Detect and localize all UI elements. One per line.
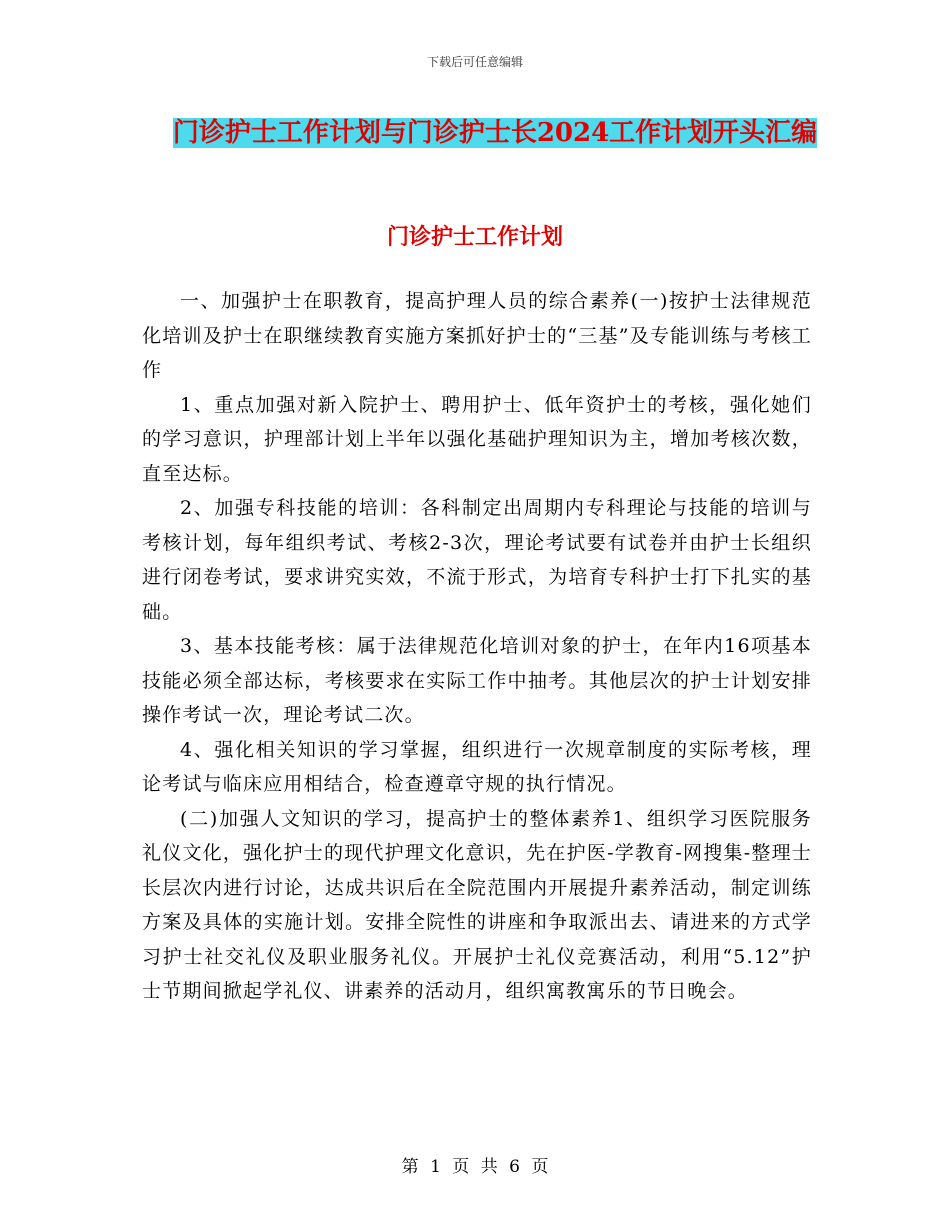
paragraph: 3、基本技能考核：属于法律规范化培训对象的护士，在年内16项基本技能必须全部达标，考核要求在实际工作中抽考。其他层次的护士计划安排操作考试一次，理论考试二次。: [142, 635, 812, 726]
paragraph: (二)加强人文知识的学习，提高护士的整体素养1、组织学习医院服务礼仪文化，强化护士的现代护理文化意识，先在护医-学教育-网搜集-整理士长层次内进行讨论，达成共识后在全院范围内开展提升素养活动，制定训练方案及具体的实施计划。安排全院性的讲座和争取派出去、请进来的方式学习护士社交礼仪及职业服务礼仪。开展护士礼仪竞赛活动，利用“5.12”护士节期间掀起学礼仪、讲素养的活动月，组织寓教寓乐的节日晚会。: [142, 807, 812, 1002]
section-title: 门诊护士工作计划: [386, 224, 563, 250]
page-footer: 第 1 页 共 6 页: [401, 1157, 549, 1177]
document-title: [170, 110, 820, 156]
paragraph: 4、强化相关知识的学习掌握，组织进行一次规章制度的实际考核，理论考试与临床应用相结合，检查遵章守规的执行情况。: [142, 738, 812, 795]
document-title-text: 门诊护士工作计划与门诊护士长2024工作计划开头汇编: [172, 118, 818, 148]
header-note: 下载后可任意编辑: [426, 55, 523, 69]
paragraph: 2、加强专科技能的培训：各科制定出周期内专科理论与技能的培训与考核计划，每年组织考试、考核2-3次，理论考试要有试卷并由护士长组织进行闭卷考试，要求讲究实效，不流于形式，为培育专科护士打下扎实的基础。: [142, 497, 812, 623]
document-body: [142, 284, 812, 1009]
paragraph: 1、重点加强对新入院护士、聘用护士、低年资护士的考核，强化她们的学习意识，护理部计划上半年以强化基础护理知识为主，增加考核次数，直至达标。: [142, 393, 812, 485]
paragraph: 一、加强护士在职教育，提高护理人员的综合素养(一)按护士法律规范化培训及护士在职继续教育实施方案抓好护士的“三基”及专能训练与考核工作: [142, 290, 812, 381]
